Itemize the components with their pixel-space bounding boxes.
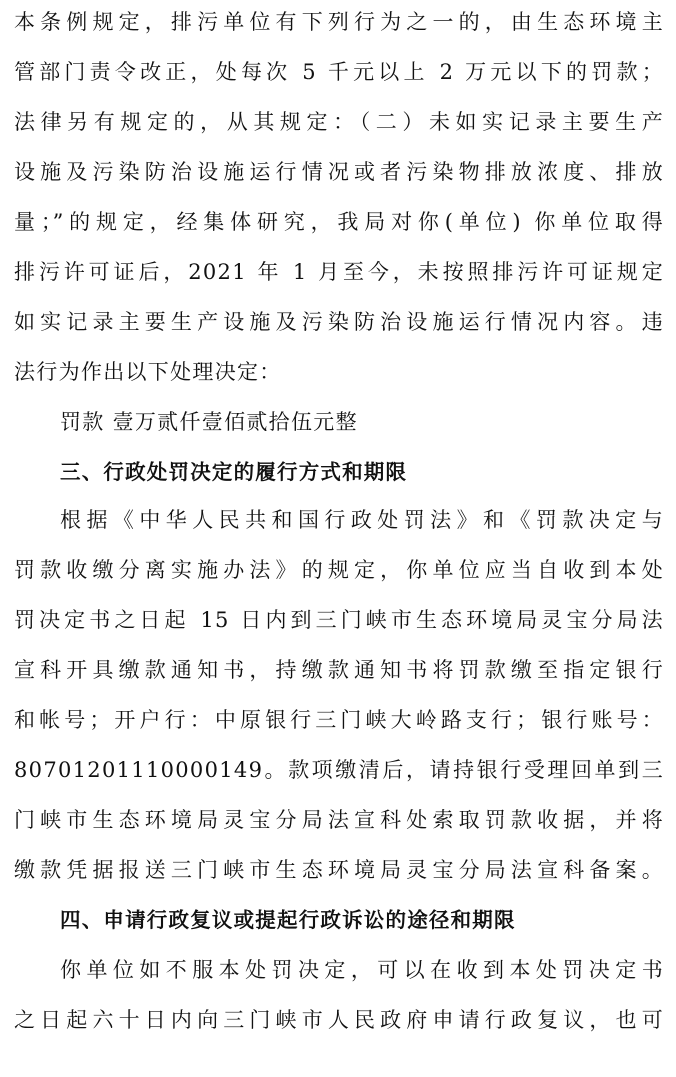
- paragraph-line: 根据《中华人民共和国行政处罚法》和《罚款决定与: [60, 508, 664, 532]
- paragraph-line: 量；”的规定，经集体研究，我局对你(单位) 你单位取得: [14, 210, 664, 234]
- paragraph-line: 本条例规定，排污单位有下列行为之一的，由生态环境主: [14, 10, 664, 34]
- fine-amount-line: 罚款 壹万贰仟壹佰贰拾伍元整: [60, 410, 358, 434]
- paragraph-line: 罚款收缴分离实施办法》的规定，你单位应当自收到本处: [14, 558, 664, 582]
- paragraph-line: 缴款凭据报送三门峡市生态环境局灵宝分局法宣科备案。: [14, 858, 664, 882]
- paragraph-line: 法行为作出以下处理决定：: [14, 360, 282, 384]
- paragraph-line: 排污许可证后，2021 年 1 月至今，未按照排污许可证规定: [14, 260, 664, 284]
- paragraph-line: 门峡市生态环境局灵宝分局法宣科处索取罚款收据，并将: [14, 808, 664, 832]
- paragraph-line: 管部门责令改正，处每次 5 千元以上 2 万元以下的罚款；: [14, 60, 664, 84]
- paragraph-line: 之日起六十日内向三门峡市人民政府申请行政复议，也可: [14, 1008, 664, 1032]
- paragraph-line: 设施及污染防治设施运行情况或者污染物排放浓度、排放: [14, 160, 664, 184]
- paragraph-line: 80701201110000149。款项缴清后，请持银行受理回单到三: [14, 758, 664, 782]
- section-heading-3: 三、行政处罚决定的履行方式和期限: [60, 460, 408, 484]
- paragraph-line: 宣科开具缴款通知书，持缴款通知书将罚款缴至指定银行: [14, 658, 664, 682]
- section-heading-4: 四、申请行政复议或提起行政诉讼的途径和期限: [60, 908, 516, 932]
- paragraph-line: 和帐号；开户行：中原银行三门峡大岭路支行；银行账号：: [14, 708, 664, 732]
- paragraph-line: 罚决定书之日起 15 日内到三门峡市生态环境局灵宝分局法: [14, 608, 664, 632]
- paragraph-line: 你单位如不服本处罚决定，可以在收到本处罚决定书: [60, 958, 664, 982]
- paragraph-line: 如实记录主要生产设施及污染防治设施运行情况内容。违: [14, 310, 664, 334]
- paragraph-line: 法律另有规定的，从其规定：（二）未如实记录主要生产: [14, 110, 664, 134]
